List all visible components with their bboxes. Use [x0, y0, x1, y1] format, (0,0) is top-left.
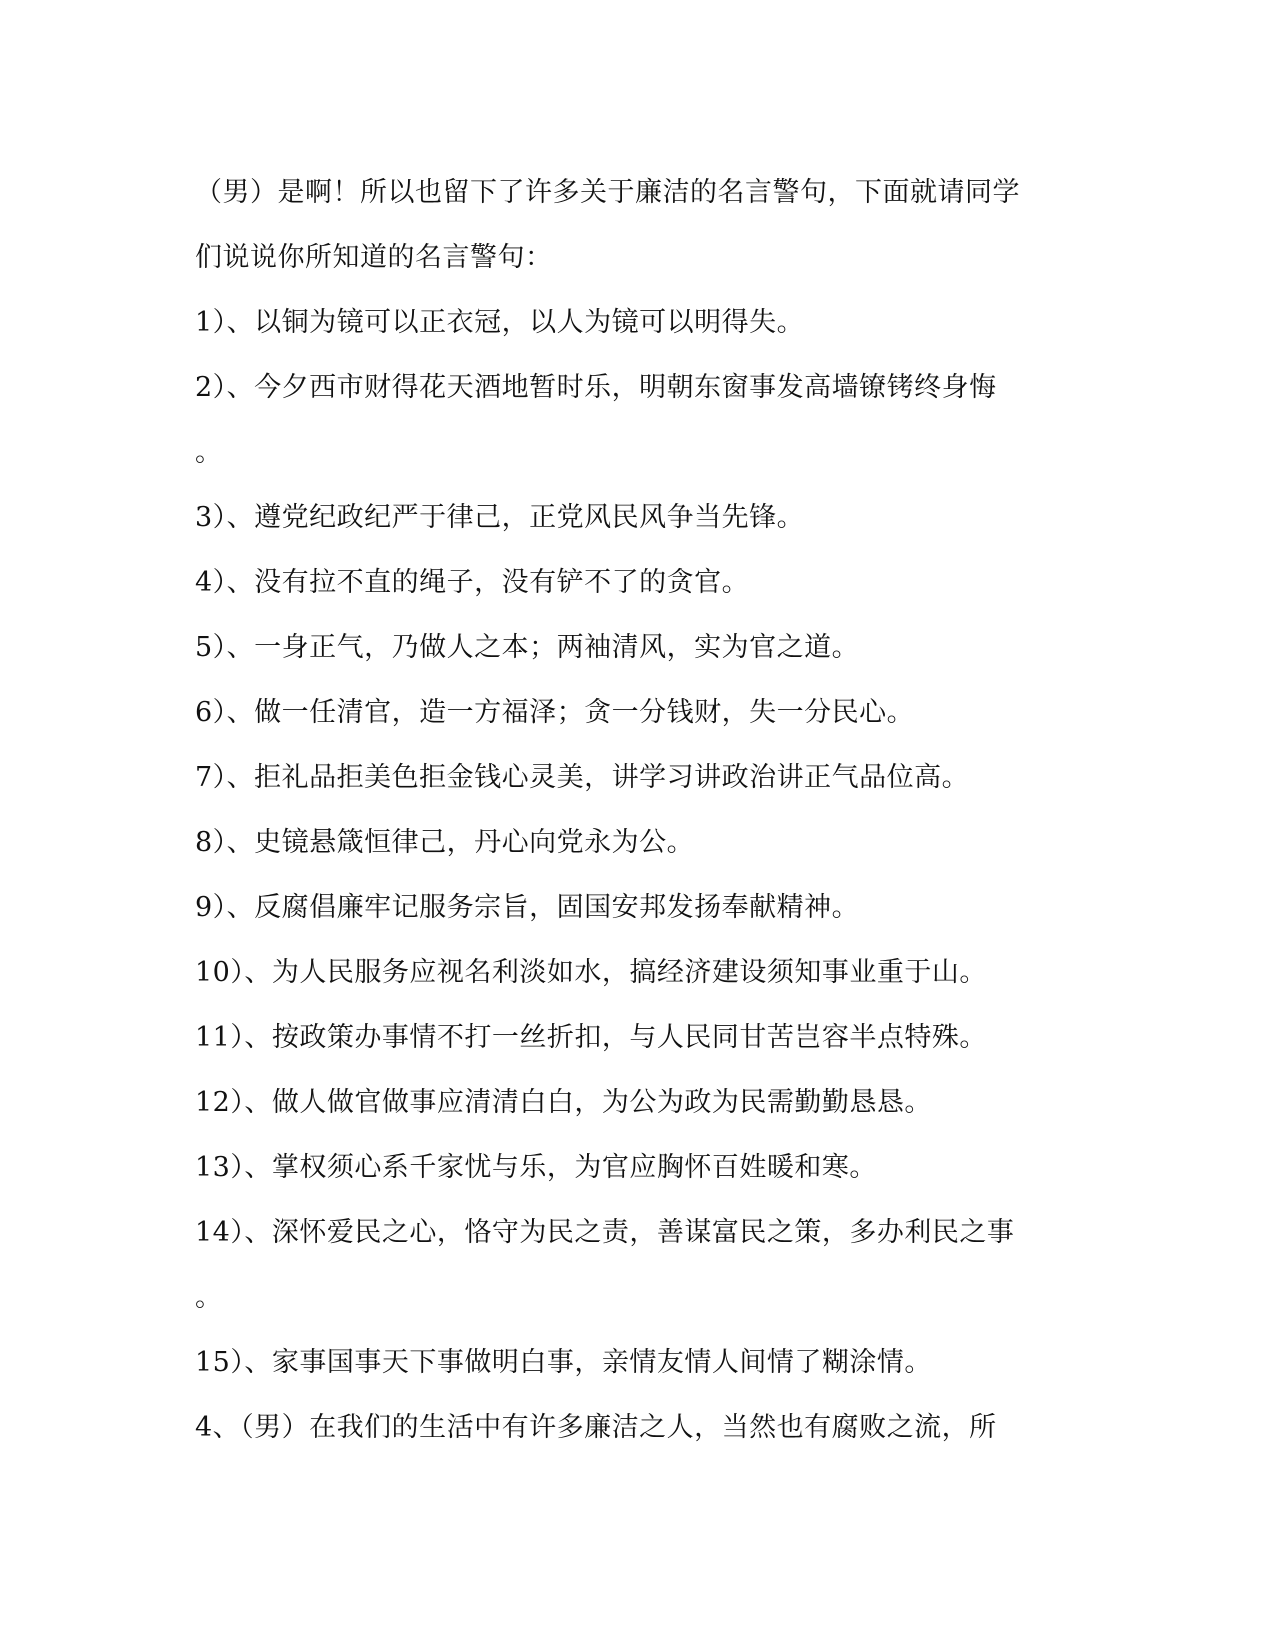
quote-item-1: 1）、以铜为镜可以正衣冠，以人为镜可以明得失。: [195, 307, 805, 338]
quote-item-13: 13）、掌权须心系千家忧与乐，为官应胸怀百姓暖和寒。: [195, 1152, 877, 1183]
text-line: （男）是啊！所以也留下了许多关于廉洁的名言警句，下面就请同学: [195, 177, 1020, 208]
quote-item-11: 11）、按政策办事情不打一丝折扣，与人民同甘苦岂容半点特殊。: [195, 1022, 987, 1053]
section-4-paragraph: 4、（男）在我们的生活中有许多廉洁之人，当然也有腐败之流，所: [195, 1412, 997, 1443]
quote-item-9: 9）、反腐倡廉牢记服务宗旨，固国安邦发扬奉献精神。: [195, 892, 860, 923]
quote-item-15: 15）、家事国事天下事做明白事，亲情友情人间情了糊涂情。: [195, 1347, 932, 1378]
quote-item-12: 12）、做人做官做事应清清白白，为公为政为民需勤勤恳恳。: [195, 1087, 932, 1118]
document-body: [195, 160, 1095, 1460]
text-line-continuation: 。: [195, 1282, 223, 1313]
quote-item-8: 8）、史镜悬箴恒律己，丹心向党永为公。: [195, 827, 695, 858]
quote-item-4: 4）、没有拉不直的绳子，没有铲不了的贪官。: [195, 567, 750, 598]
quote-item-7: 7）、拒礼品拒美色拒金钱心灵美，讲学习讲政治讲正气品位高。: [195, 762, 970, 793]
quote-item-6: 6）、做一任清官，造一方福泽；贪一分钱财，失一分民心。: [195, 697, 915, 728]
text-line: 们说说你所知道的名言警句：: [195, 242, 553, 273]
quote-item-14: 14）、深怀爱民之心，恪守为民之责，善谋富民之策，多办利民之事: [195, 1217, 1015, 1248]
quote-item-10: 10）、为人民服务应视名利淡如水，搞经济建设须知事业重于山。: [195, 957, 987, 988]
text-line-continuation: 。: [195, 437, 223, 468]
quote-item-5: 5）、一身正气，乃做人之本；两袖清风，实为官之道。: [195, 632, 860, 663]
quote-item-3: 3）、遵党纪政纪严于律己，正党风民风争当先锋。: [195, 502, 805, 533]
quote-item-2: 2）、今夕西市财得花天酒地暂时乐，明朝东窗事发高墙镣铐终身悔: [195, 372, 997, 403]
